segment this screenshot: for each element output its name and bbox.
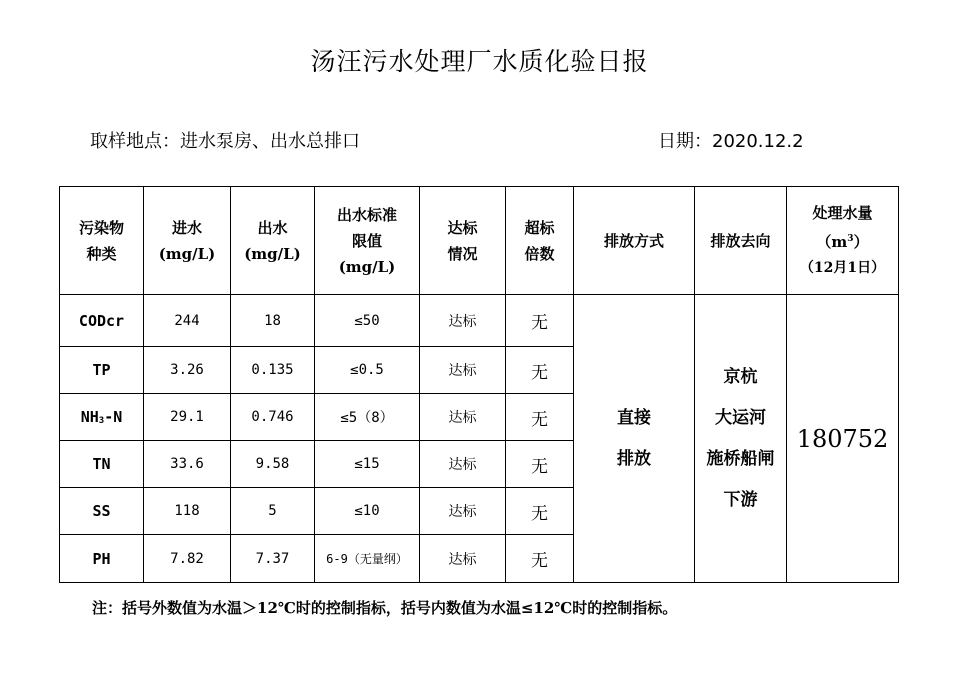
inflow-value: 7.82 <box>144 535 231 583</box>
limit-value: ≤10 <box>315 488 420 535</box>
status-value: 达标 <box>420 347 506 394</box>
exceed-value: 无 <box>506 347 574 394</box>
header-row <box>60 187 899 295</box>
status-value: 达标 <box>420 394 506 441</box>
inflow-value: 3.26 <box>144 347 231 394</box>
header-exceed: 超标 倍数 <box>506 187 574 295</box>
inflow-value: 244 <box>144 295 231 347</box>
exceed-value: 无 <box>506 295 574 347</box>
limit-value: ≤50 <box>315 295 420 347</box>
pollutant-name: SS <box>60 488 144 535</box>
exceed-value: 无 <box>506 441 574 488</box>
status-value: 达标 <box>420 488 506 535</box>
header-limit: 出水标准 限值 (mg/L) <box>315 187 420 295</box>
exceed-value: 无 <box>506 535 574 583</box>
exceed-value: 无 <box>506 394 574 441</box>
header-method: 排放方式 <box>574 187 695 295</box>
pollutant-name: NH3-N <box>60 394 144 441</box>
outflow-value: 9.58 <box>231 441 315 488</box>
limit-value: ≤5（8） <box>315 394 420 441</box>
report-date: 日期：2020.12.2 <box>658 131 804 152</box>
treated-volume: 180752 <box>787 295 899 583</box>
footnote: 注：括号外数值为水温＞12℃时的控制指标，括号内数值为水温≤12℃时的控制指标。 <box>92 599 678 617</box>
discharge-method: 直接 排放 <box>574 295 695 583</box>
status-value: 达标 <box>420 441 506 488</box>
header-destination: 排放去向 <box>695 187 787 295</box>
status-value: 达标 <box>420 295 506 347</box>
outflow-value: 0.135 <box>231 347 315 394</box>
discharge-destination: 京杭 大运河 施桥船闸 下游 <box>695 295 787 583</box>
limit-value: ≤0.5 <box>315 347 420 394</box>
inflow-value: 118 <box>144 488 231 535</box>
header-volume: 处理水量 $(m^3)$ （12月1日） <box>787 187 899 295</box>
header-pollutant: 污染物 种类 <box>60 187 144 295</box>
outflow-value: 7.37 <box>231 535 315 583</box>
header-status: 达标 情况 <box>420 187 506 295</box>
limit-value: ≤15 <box>315 441 420 488</box>
inflow-value: 33.6 <box>144 441 231 488</box>
report-title: 汤汪污水处理厂水质化验日报 <box>310 47 649 76</box>
outflow-value: 18 <box>231 295 315 347</box>
inflow-value: 29.1 <box>144 394 231 441</box>
water-quality-table <box>59 186 899 583</box>
pollutant-name: PH <box>60 535 144 583</box>
pollutant-name: TN <box>60 441 144 488</box>
header-outflow: 出水 (mg/L) <box>231 187 315 295</box>
sampling-location: 取样地点：进水泵房、出水总排口 <box>90 131 360 152</box>
limit-value: 6-9（无量纲） <box>315 535 420 583</box>
outflow-value: 5 <box>231 488 315 535</box>
pollutant-name: TP <box>60 347 144 394</box>
header-inflow: 进水 (mg/L) <box>144 187 231 295</box>
status-value: 达标 <box>420 535 506 583</box>
exceed-value: 无 <box>506 488 574 535</box>
table-row <box>60 295 899 347</box>
outflow-value: 0.746 <box>231 394 315 441</box>
pollutant-name: CODcr <box>60 295 144 347</box>
